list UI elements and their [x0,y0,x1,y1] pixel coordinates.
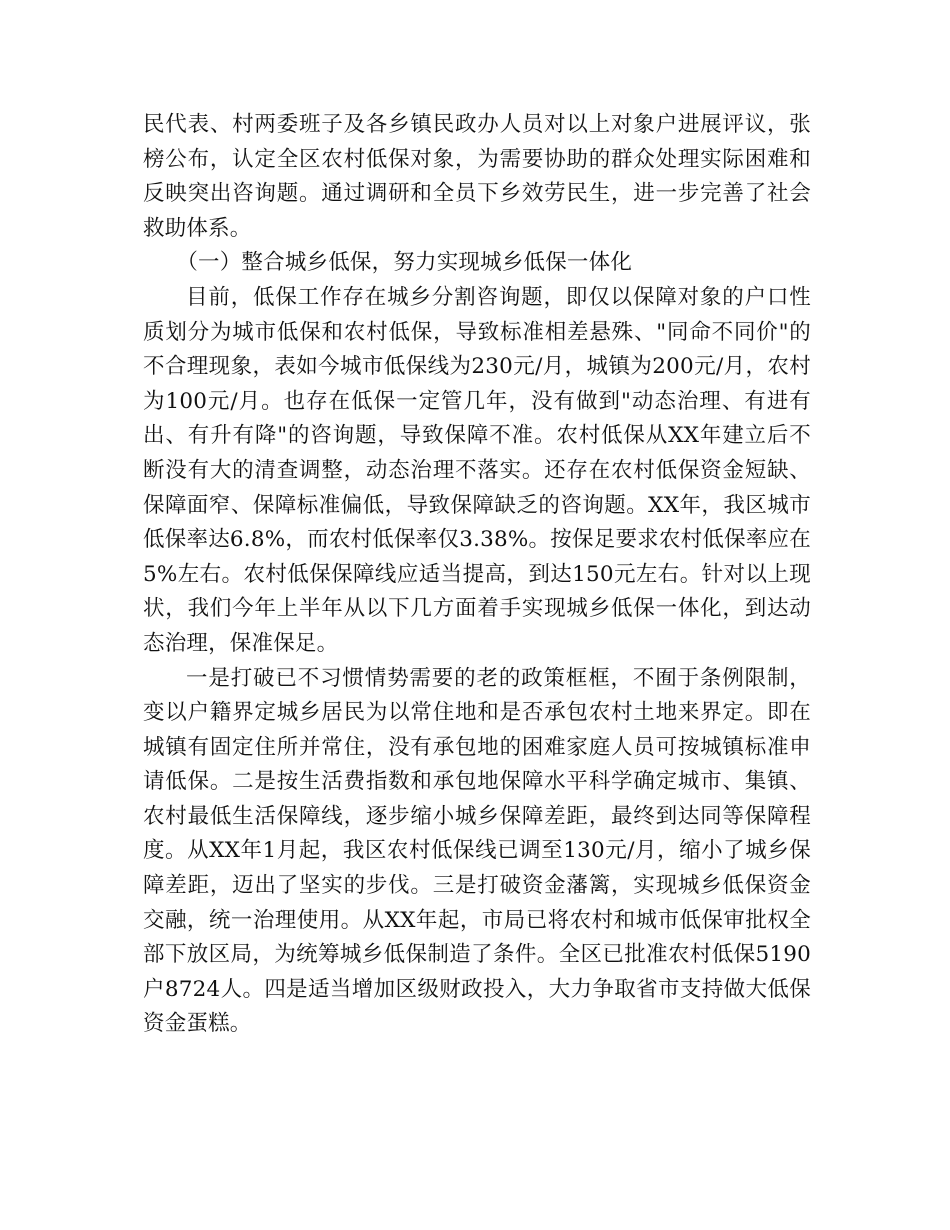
paragraph-continuation: 民代表、村两委班子及各乡镇民政办人员对以上对象户进展评议，张榜公布，认定全区农村低保对象，为需要协助的群众处理实际困难和反映突出咨询题。通过调研和全员下乡效劳民生，进一步完善了社会救助体系。 [143,112,811,241]
paragraph-measures: 一是打破已不习惯情势需要的老的政策框框，不囿于条例限制，变以户籍界定城乡居民为以常住地和是否承包农村土地来界定。即在城镇有固定住所并常住，没有承包地的困难家庭人员可按城镇标准申请低保。二是按生活费指数和承包地保障水平科学确定城市、集镇、农村最低生活保障线，逐步缩小城乡保障差距，最终到达同等保障程度。从XX年1月起，我区农村低保线已调至130元/月，缩小了城乡保障差距，迈出了坚实的步伐。三是打破资金藩篱，实现城乡低保资金交融，统一治理使用。从XX年起，市局已将农村和城市低保审批权全部下放区局，为统筹城乡低保制造了条件。全区已批准农村低保5190户8724人。四是适当增加区级财政投入，大力争取省市支持做大低保资金蛋糕。 [143,665,811,1037]
section-heading: （一）整合城乡低保，努力实现城乡低保一体化 [176,250,633,276]
document-body [143,108,811,1042]
paragraph-current-situation: 目前，低保工作存在城乡分割咨询题，即仅以保障对象的户口性质划分为城市低保和农村低保，导致标准相差悬殊、"同命不同价"的不合理现象，表如今城市低保线为230元/月，城镇为200元/月，农村为100元/月。也存在低保一定管几年，没有做到"动态治理、有进有出、有升有降"的咨询题，导致保障不准。农村低保从XX年建立后不断没有大的清查调整，动态治理不落实。还存在农村低保资金短缺、保障面窄、保障标准偏低，导致保障缺乏的咨询题。XX年，我区城市低保率达6.8%，而农村低保率仅3.38%。按保足要求农村低保率应在5%左右。农村低保保障线应适当提高，到达150元左右。针对以上现状，我们今年上半年从以下几方面着手实现城乡低保一体化，到达动态治理，保准保足。 [143,284,811,656]
